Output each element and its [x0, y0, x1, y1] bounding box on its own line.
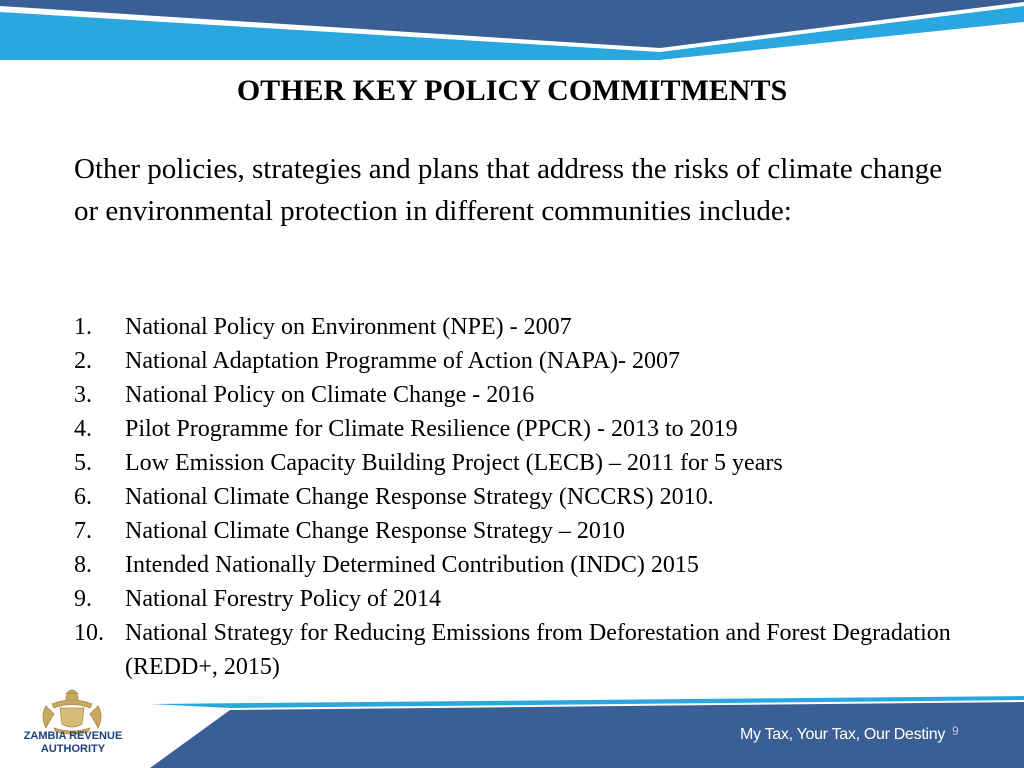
list-number: 2.	[74, 348, 92, 374]
list-number: 4.	[74, 416, 92, 442]
list-text: National Forestry Policy of 2014	[125, 586, 441, 612]
slide-title: OTHER KEY POLICY COMMITMENTS	[236, 74, 788, 107]
list-number: 9.	[74, 586, 92, 612]
list-item	[74, 548, 974, 582]
list-number: 5.	[74, 450, 92, 476]
list-text: Intended Nationally Determined Contribution (INDC) 2015	[125, 552, 699, 578]
list-number: 10.	[74, 620, 104, 646]
top-decorative-band	[0, 0, 1024, 64]
list-text: National Climate Change Response Strategy – 2010	[125, 518, 625, 544]
list-item	[74, 412, 974, 446]
list-number: 8.	[74, 552, 92, 578]
list-item	[74, 514, 974, 548]
page-number: 9	[952, 724, 959, 738]
list-text: Low Emission Capacity Building Project (LECB) – 2011 for 5 years	[125, 450, 783, 476]
list-text: National Strategy for Reducing Emissions from Deforestation and Forest Degradation (REDD+, 2015)	[125, 620, 951, 680]
list-number: 3.	[74, 382, 92, 408]
policy-list	[74, 310, 974, 684]
list-item	[74, 344, 974, 378]
intro-paragraph: Other policies, strategies and plans that address the risks of climate change or environmental protection in different communities include:	[74, 153, 943, 227]
list-item	[74, 480, 974, 514]
list-item	[74, 446, 974, 480]
list-item	[74, 616, 974, 684]
list-text: National Adaptation Programme of Action (NAPA)- 2007	[125, 348, 681, 374]
list-text: National Policy on Environment (NPE) - 2007	[125, 314, 572, 340]
list-text: Pilot Programme for Climate Resilience (PPCR) - 2013 to 2019	[125, 416, 738, 442]
organization-name-line2: AUTHORITY	[40, 743, 106, 755]
list-item	[74, 582, 974, 616]
list-item	[74, 310, 974, 344]
list-number: 6.	[74, 484, 92, 510]
list-text: National Policy on Climate Change - 2016	[125, 382, 535, 408]
list-number: 1.	[74, 314, 92, 340]
list-text: National Climate Change Response Strategy (NCCRS) 2010.	[125, 484, 714, 510]
organization-name	[8, 730, 138, 756]
footer-slogan: My Tax, Your Tax, Our Destiny	[740, 726, 946, 743]
list-number: 7.	[74, 518, 92, 544]
organization-name-line1: ZAMBIA REVENUE	[23, 730, 123, 742]
list-item	[74, 378, 974, 412]
